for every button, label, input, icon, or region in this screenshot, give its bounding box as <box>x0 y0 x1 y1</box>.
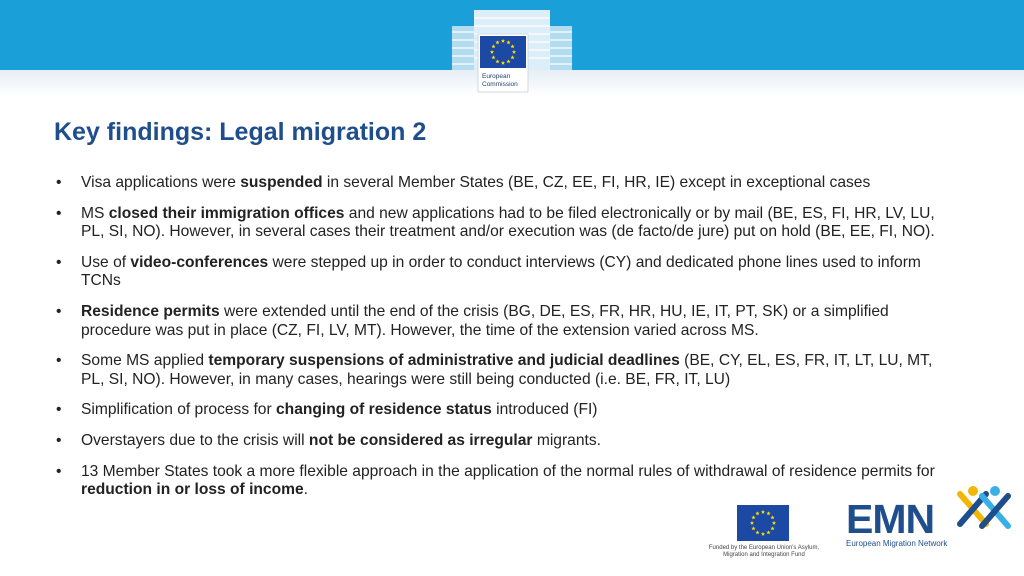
bullet-text: Visa applications were <box>81 174 241 191</box>
eu-flag-footer <box>737 505 789 541</box>
eu-star <box>770 515 774 519</box>
bullet-text: 13 Member States took a more flexible approach in the application of the normal rules of withdrawal of residence permits for <box>81 462 935 480</box>
bullet-emphasis: suspended <box>240 174 323 191</box>
bullet-item <box>54 174 954 193</box>
eu-star <box>751 515 755 519</box>
eu-star <box>755 511 759 515</box>
eu-stars-icon <box>737 505 789 541</box>
emn-figures-icon <box>946 484 1016 534</box>
eu-star <box>751 526 755 530</box>
bullet-text: Use of <box>81 253 131 271</box>
bullet-text: were stepped up in order to conduct interviews (CY) and dedicated phone lines used to inform TCNs <box>81 253 921 290</box>
bullet-text: Some MS applied <box>81 352 209 370</box>
bullet-item <box>54 463 954 500</box>
funding-note: Funded by the European Union's Asylum, Migration and Integration Fund <box>708 545 820 558</box>
bullet-item <box>54 401 954 420</box>
svg-text:Commission: Commission <box>482 81 518 88</box>
bullet-emphasis: Residence permits <box>81 302 220 320</box>
findings-list <box>54 174 954 512</box>
page-title: Key findings: Legal migration 2 <box>54 118 427 146</box>
bullet-text: were extended until the end of the crisis (BG, DE, ES, FR, HR, HU, IE, IT, PT, SK) or a simplified procedure was put in place (CZ, FI, LV, MT). However, the time of the extension varied across MS. <box>81 302 889 339</box>
bullet-text: introduced (FI) <box>491 401 598 419</box>
bullet-emphasis: not be considered as irregular <box>308 431 533 449</box>
eu-star <box>766 511 770 515</box>
bullet-emphasis: temporary suspensions of administrative and judicial deadlines <box>208 352 680 370</box>
emn-logo-subtitle: European Migration Network <box>846 539 948 548</box>
bullet-emphasis: reduction in or loss of income <box>81 481 304 499</box>
bullet-text: Overstayers due to the crisis will <box>81 431 309 449</box>
bullet-text: migrants. <box>532 431 601 449</box>
bullet-text: MS <box>81 204 109 222</box>
emn-logo-text: EMN <box>846 496 935 542</box>
bullet-text: (BE, CY, EL, ES, FR, IT, LT, LU, MT, PL, SI, NO). However, in many cases, hearings were still being conducted (i.e. BE, FR, IT, LU) <box>81 352 933 388</box>
bullet-item <box>54 254 954 291</box>
eu-star <box>766 530 770 534</box>
eu-star <box>750 521 754 525</box>
bullet-text: in several Member States (BE, CZ, EE, FI, HR, IE) except in exceptional cases <box>322 174 871 191</box>
eu-star <box>770 526 774 530</box>
eu-star <box>755 530 759 534</box>
bullet-emphasis: changing of residence status <box>276 401 492 419</box>
bullet-text: and new applications had to be filed electronically or by mail (BE, ES, FI, HR, LV, LU, PL, SI, NO). However, in several cases their treatment and/or execution was (de facto/de jure) put on hold (BE, EE, FI, NO). <box>81 204 935 241</box>
eu-star <box>761 532 765 536</box>
european-commission-logo <box>452 10 572 94</box>
eu-star <box>772 521 776 525</box>
bullet-emphasis: closed their immigration offices <box>108 204 345 222</box>
bullet-item <box>54 352 954 389</box>
bullet-item <box>54 432 954 451</box>
bullet-item <box>54 205 954 242</box>
bullet-text: Simplification of process for <box>81 401 276 419</box>
bullet-emphasis: video-conferences <box>130 253 269 271</box>
eu-star <box>761 510 765 514</box>
bullet-text: . <box>303 481 309 499</box>
svg-text:European: European <box>482 73 511 80</box>
bullet-item <box>54 303 954 340</box>
